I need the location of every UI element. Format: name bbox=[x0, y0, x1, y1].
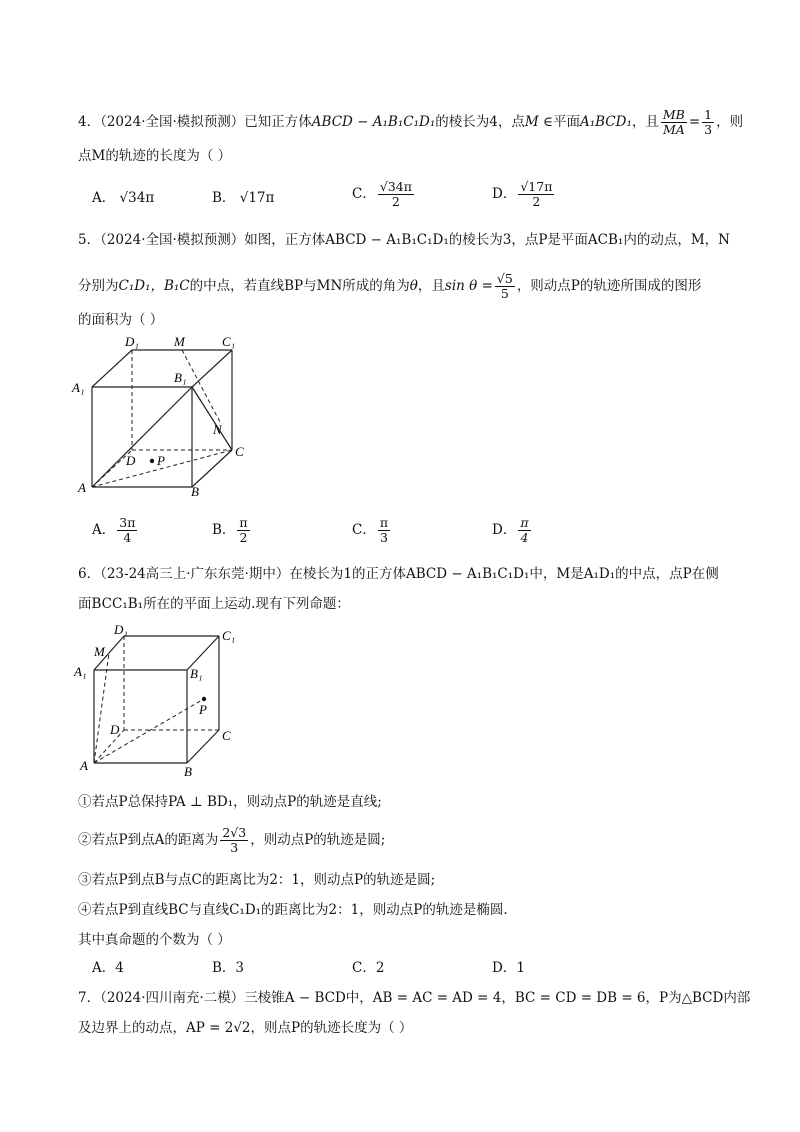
q4-option-c[interactable]: C． $\frac{√34\pi}{2}$ bbox=[352, 179, 412, 209]
q6-label-b: B bbox=[184, 764, 192, 779]
q5-label-a1: A₁ bbox=[72, 380, 85, 395]
q5-label-p: P bbox=[157, 453, 165, 468]
q4-option-b[interactable]: B． √17π bbox=[212, 190, 275, 206]
q5-label-c: C bbox=[235, 444, 244, 459]
q6-label-c: C bbox=[222, 728, 231, 743]
q6-label-d: D bbox=[110, 722, 120, 737]
q6-label-a: A bbox=[80, 758, 88, 773]
q6-option-a[interactable]: A．4 bbox=[92, 960, 124, 976]
q4-line2: 点M的轨迹的长度为（ ） bbox=[78, 148, 232, 164]
q4-option-a[interactable]: A． √34π bbox=[92, 190, 155, 206]
q6-label-d1: D₁ bbox=[114, 622, 128, 637]
q5-source: （2024·全国·模拟预测） bbox=[100, 232, 245, 248]
q6-label-c1: C₁ bbox=[222, 628, 236, 643]
q6-label-b1: B₁ bbox=[190, 666, 203, 681]
q5-option-d[interactable]: D． $\frac{\pi}{4}$ bbox=[492, 515, 529, 545]
q5-label-c1: C₁ bbox=[222, 334, 236, 349]
q6-statement-3: ③若点P到点B与点C的距离比为2：1，则动点P的轨迹是圆; bbox=[78, 872, 436, 888]
q6-statement-4: ④若点P到直线BC与直线C₁D₁的距离比为2：1，则动点P的轨迹是椭圆. bbox=[78, 902, 508, 918]
q7-source: （2024·四川南充·二模） bbox=[100, 990, 245, 1006]
q5-line2: 分别为C₁D₁，B₁C的中点，若直线BP与MN所成的角为θ，且sin θ = $\frac{√5}{5}$ ，则动点P的轨迹所围成的图形 bbox=[78, 271, 702, 301]
q6-option-d[interactable]: D．1 bbox=[492, 960, 525, 976]
q5-option-c[interactable]: C． $\frac{\pi}{3}$ bbox=[352, 515, 389, 545]
q6-line1: 6．（23-24高三上·广东东莞·期中）在棱长为1的正方体ABCD − A₁B₁C₁D₁中，M是A₁D₁的中点，点P在侧 bbox=[78, 566, 719, 582]
q5-line3: 的面积为（ ） bbox=[78, 312, 164, 328]
q5-label-m: M bbox=[174, 334, 185, 349]
q4-number: 4． bbox=[78, 114, 101, 130]
q5-label-d: D bbox=[126, 453, 136, 468]
q5-label-b1: B₁ bbox=[174, 370, 187, 385]
q5-line1: 5．（2024·全国·模拟预测）如图，正方体ABCD − A₁B₁C₁D₁的棱长为3，点P是平面ACB₁内的动点，M，N bbox=[78, 232, 730, 248]
q5-label-b: B bbox=[191, 484, 199, 499]
q5-label-d1: D₁ bbox=[125, 334, 139, 349]
q5-option-b[interactable]: B． $\frac{\pi}{2}$ bbox=[212, 515, 248, 545]
q6-number: 6． bbox=[78, 566, 101, 582]
q5-number: 5． bbox=[78, 232, 101, 248]
q5-cube-figure bbox=[70, 332, 250, 502]
q4-ratio: $\frac{MB}{MA}$ bbox=[662, 107, 685, 137]
q6-label-a1: A₁ bbox=[74, 664, 87, 679]
q4-ratio-value: $\frac{1}{3}$ bbox=[704, 107, 713, 137]
q6-option-c[interactable]: C．2 bbox=[352, 960, 385, 976]
q5-option-a[interactable]: A． $\frac{3\pi}{4}$ bbox=[92, 515, 136, 545]
q4-source: （2024·全国·模拟预测） bbox=[100, 114, 245, 130]
q4-line1: 4．（2024·全国·模拟预测）已知正方体ABCD − A₁B₁C₁D₁的棱长为4，点M ∈平面A₁BCD₁，且 $\frac{MB}{MA}$ = $\frac{1}{3}$ ，则 bbox=[78, 107, 744, 137]
q7-number: 7． bbox=[78, 990, 101, 1006]
q6-label-m: M bbox=[94, 644, 105, 659]
q6-question: 其中真命题的个数为（ ） bbox=[78, 932, 231, 948]
q6-option-b[interactable]: B．3 bbox=[212, 960, 245, 976]
q6-cube-figure bbox=[72, 620, 252, 782]
q6-line2: 面BCC₁B₁所在的平面上运动.现有下列命题： bbox=[78, 596, 350, 612]
q6-source: （23-24高三上·广东东莞·期中） bbox=[100, 566, 290, 582]
q6-statement-1: ①若点P总保持PA ⊥ BD₁，则动点P的轨迹是直线; bbox=[78, 794, 382, 810]
q7-line2: 及边界上的动点，AP = 2√2，则点P的轨迹长度为（ ） bbox=[78, 1020, 413, 1036]
q5-label-a: A bbox=[78, 480, 86, 495]
q5-label-n: N bbox=[213, 422, 222, 437]
q6-statement-2: ②若点P到点A的距离为 $\frac{2√3}{3}$ ，则动点P的轨迹是圆; bbox=[78, 825, 386, 855]
q7-line1: 7．（2024·四川南充·二模）三棱锥A − BCD中，AB = AC = AD = 4，BC = CD = DB = 6，P为△BCD内部 bbox=[78, 990, 751, 1006]
q4-option-d[interactable]: D． $\frac{√17\pi}{2}$ bbox=[492, 179, 553, 209]
q6-label-p: P bbox=[199, 702, 207, 717]
